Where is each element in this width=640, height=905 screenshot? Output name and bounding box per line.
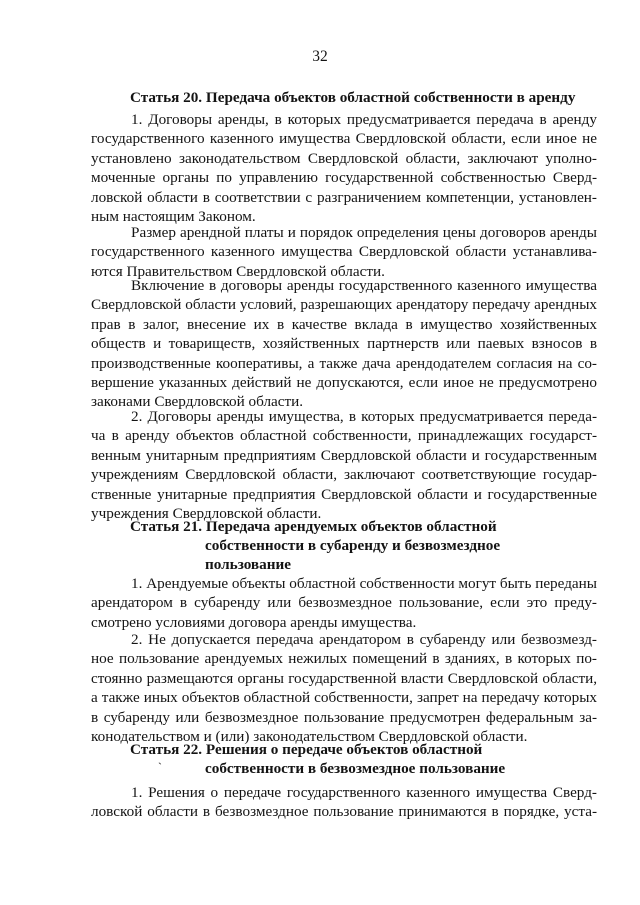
article-21-paragraph-2 — [91, 630, 597, 746]
text-line: смотрено условиями договора аренды имущества. — [91, 613, 417, 631]
article-22-paragraph-1 — [91, 783, 597, 822]
text-line: государственного казенного имущества Свердловской области, если иное не — [91, 130, 597, 148]
text-line: ственные унитарные предприятия Свердловской области и государственные — [91, 485, 597, 503]
text-line: государственного казенного имущества Свердловской области устанавлива- — [91, 243, 597, 261]
text-line: в субаренду или безвозмездное пользование предусмотрен федеральным за- — [91, 708, 597, 726]
text-line: 1. Арендуемые объекты областной собственности могут быть переданы — [131, 575, 597, 592]
text-line: учреждениям Свердловской области, заключают соответствующие государ- — [91, 466, 597, 484]
text-line: установлено законодательством Свердловской области, заключают уполно- — [91, 149, 597, 167]
text-line: ча в аренду объектов областной собственности, принадлежащих государст- — [91, 427, 597, 445]
text-line: производственные кооперативы, а также дача арендодателем согласия на со- — [91, 354, 597, 372]
text-line: законами Свердловской области. — [91, 393, 304, 411]
text-line: 2. Договоры аренды имущества, в которых предусматривается переда- — [131, 408, 597, 425]
text-line: ются Правительством Свердловской области. — [91, 262, 385, 280]
text-line: ловской области в соответствии с разграничением компетенции, установлен- — [91, 188, 597, 206]
text-line: Включение в договоры аренды государственного казенного имущества — [131, 277, 597, 294]
text-line: а также иных объектов областной собственности, запрет на передачу которых — [91, 689, 597, 707]
article-21-heading — [130, 517, 590, 574]
text-line: ловской области в безвозмездное пользование принимаются в порядке, уста- — [91, 803, 597, 821]
article-22-heading-line: Статья 22. Решения о передаче объектов областной — [130, 741, 483, 758]
article-21-heading-line: пользование — [205, 556, 291, 573]
page-number: 32 — [312, 48, 328, 65]
article-20-paragraph-4 — [91, 407, 597, 523]
stray-mark: ` — [158, 760, 162, 774]
article-20-paragraph-3 — [91, 276, 597, 412]
text-line: стоянно размещаются органы государственной власти Свердловской области, — [91, 669, 597, 687]
article-21-paragraph-1 — [91, 574, 597, 632]
article-22-heading — [130, 740, 590, 778]
article-21-heading-line: собственности в субаренду и безвозмездное — [205, 537, 501, 554]
text-line: ное пользование арендуемых нежилых помещений в зданиях, в которых по- — [91, 650, 597, 668]
text-line: 2. Не допускается передача арендатором в субаренду или безвозмезд- — [131, 631, 597, 648]
text-line: венным унитарным предприятиям Свердловской области и государственным — [91, 446, 597, 464]
text-line: ным настоящим Законом. — [91, 208, 256, 226]
text-line: Размер арендной платы и порядок определения цены договоров аренды — [131, 224, 597, 241]
text-line: арендатором в субаренду или безвозмездное пользование, если это преду- — [91, 594, 597, 612]
text-line: моченные органы по управлению государственной собственностью Сверд- — [91, 169, 597, 187]
text-line: учреждения Свердловской области. — [91, 505, 322, 523]
article-20-paragraph-2 — [91, 223, 597, 281]
article-20-heading — [130, 88, 590, 107]
text-line: прав в залог, внесение их в качестве вклада в имущество хозяйственных — [91, 315, 597, 333]
article-21-heading-line: Статья 21. Передача арендуемых объектов областной — [130, 518, 497, 535]
text-line: обществ и товариществ, хозяйственных партнерств или паевых взносов в — [91, 335, 597, 353]
text-line: Свердловской области условий, разрешающих арендатору передачу арендных — [91, 296, 597, 314]
text-line: 1. Решения о передаче государственного казенного имущества Сверд- — [131, 784, 597, 801]
article-20-paragraph-1 — [91, 110, 597, 226]
article-22-heading-line: собственности в безвозмездное пользование — [205, 760, 506, 777]
text-line: 1. Договоры аренды, в которых предусматривается передача в аренду — [131, 111, 597, 128]
text-line: вершение указанных действий не допускаются, если иное не предусмотрено — [91, 374, 597, 392]
article-20-heading-text: Статья 20. Передача объектов областной собственности в аренду — [130, 89, 576, 106]
text-line: конодательством и (или) законодательством Свердловской области. — [91, 728, 528, 746]
